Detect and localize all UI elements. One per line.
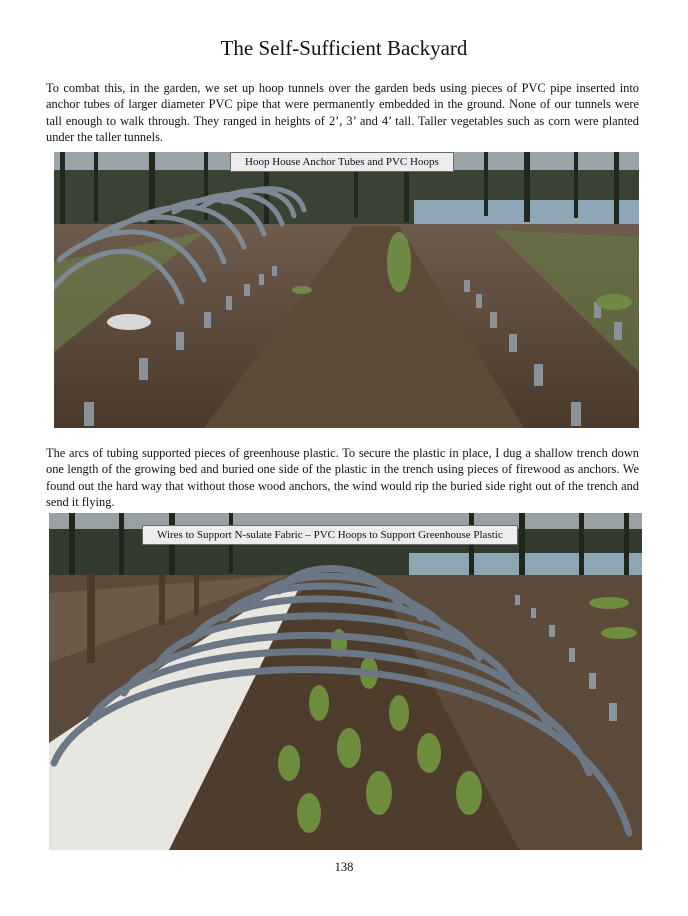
photo-hoop-anchor-tubes — [54, 152, 639, 428]
garden-hoops-photo-1 — [54, 152, 639, 428]
page-number: 138 — [334, 860, 354, 874]
body-paragraph: The arcs of tubing supported pieces of greenhouse plastic. To secure the plastic in place, I dug a shallow trench down one length of the growing bed and buried one side of the plastic in the trench using pieces of firewood as anchors. We found out the hard way that without those wood anchors, the wind would rip the buried side right out of the trench and send it flying. — [46, 446, 639, 510]
figure-caption: Wires to Support N-sulate Fabric – PVC Hoops to Support Greenhouse Plastic — [142, 525, 518, 545]
figure-caption: Hoop House Anchor Tubes and PVC Hoops — [230, 152, 454, 172]
garden-hoops-photo-2 — [49, 513, 642, 850]
photo-greenhouse-hoops — [49, 513, 642, 850]
body-paragraph: To combat this, in the garden, we set up hoop tunnels over the garden beds using pieces of PVC pipe inserted into anchor tubes of larger diameter PVC pipe that were permanently embedded in the ground. None of our tunnels were tall enough to walk through. They ranged in heights of 2’, 3’ and 4’ tall. Taller vegetables such as corn were planted under the taller tunnels. — [46, 81, 639, 145]
page-title: The Self-Sufficient Backyard — [220, 36, 468, 60]
